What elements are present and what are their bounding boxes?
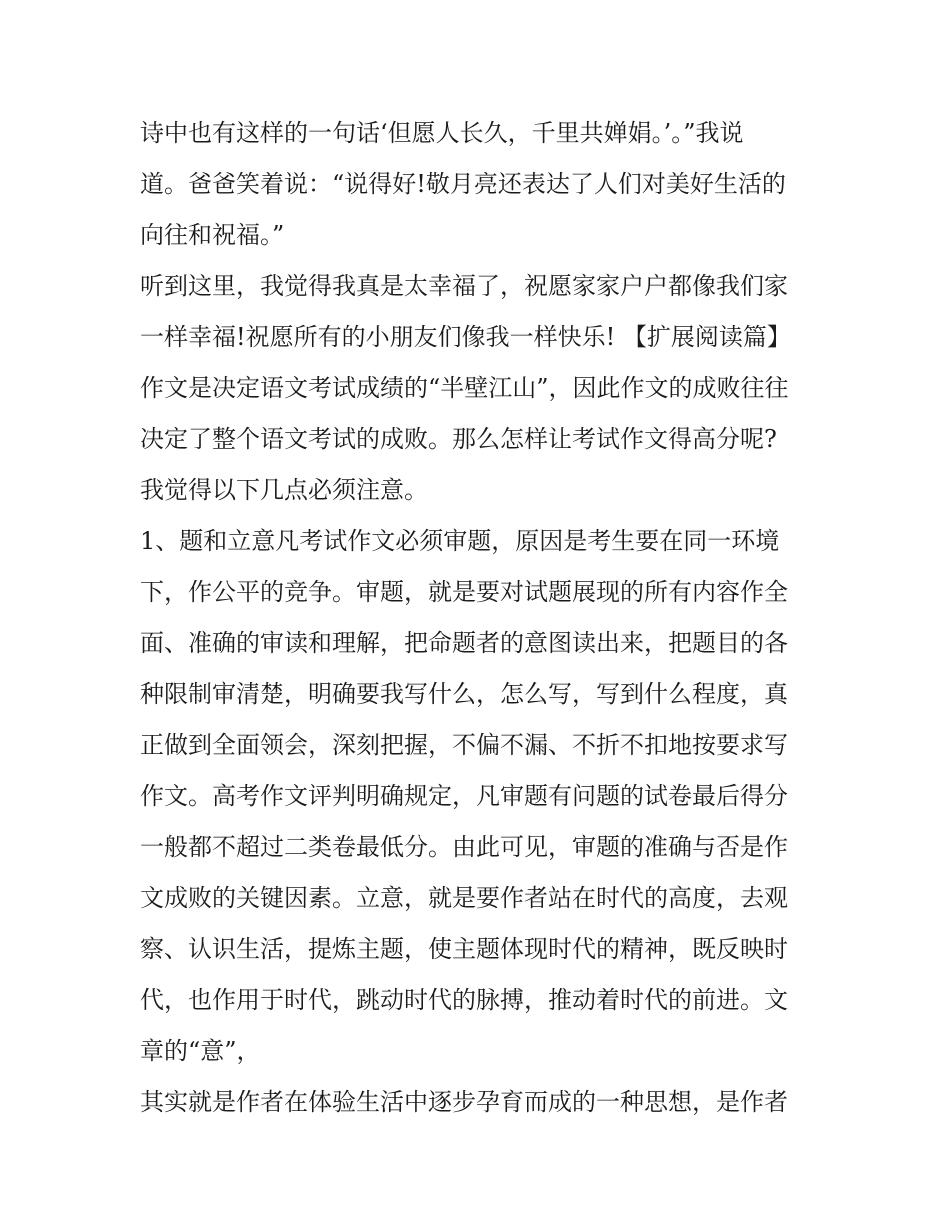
text-line: 道。爸爸笑着说：“说得好!敬月亮还表达了人们对美好生活的	[140, 170, 786, 198]
text-line: 察、认识生活，提炼主题，使主题体现时代的精神，既反映时	[140, 935, 788, 963]
text-line: 作文。高考作文评判明确规定，凡审题有问题的试卷最后得分	[140, 782, 788, 810]
text-line: 向往和祝福。”	[140, 221, 285, 249]
text-line: 其实就是作者在体验生活中逐步孕育而成的一种思想，是作者	[140, 1088, 788, 1116]
text-line: 下，作公平的竞争。审题，就是要对试题展现的所有内容作全	[140, 578, 788, 606]
text-line: 一样幸福!祝愿所有的小朋友们像我一样快乐! 【扩展阅读篇】	[140, 323, 791, 351]
text-line: 面、准确的审读和理解，把命题者的意图读出来，把题目的各	[140, 629, 788, 657]
text-line: 决定了整个语文考试的成败。那么怎样让考试作文得高分呢?	[140, 425, 777, 453]
text-line: 正做到全面领会，深刻把握，不偏不漏、不折不扣地按要求写	[140, 731, 788, 759]
body-text	[140, 108, 820, 1128]
text-line: 我觉得以下几点必须注意。	[140, 476, 428, 504]
text-line: 种限制审清楚，明确要我写什么，怎么写，写到什么程度，真	[140, 680, 788, 708]
text-line: 一般都不超过二类卷最低分。由此可见，审题的准确与否是作	[140, 833, 788, 861]
text-line: 1、题和立意凡考试作文必须审题，原因是考生要在同一环境	[140, 527, 780, 555]
text-line: 诗中也有这样的一句话‘但愿人长久，千里共婵娟。’。”我说	[140, 119, 744, 147]
text-line: 作文是决定语文考试成绩的“半壁江山”，因此作文的成败往往	[140, 374, 789, 402]
text-line: 文成败的关键因素。立意，就是要作者站在时代的高度，去观	[140, 884, 788, 912]
text-line: 代，也作用于时代，跳动时代的脉搏，推动着时代的前进。文	[140, 986, 788, 1014]
text-line: 章的“意”，	[140, 1037, 261, 1065]
text-line: 听到这里，我觉得我真是太幸福了，祝愿家家户户都像我们家	[140, 272, 788, 300]
